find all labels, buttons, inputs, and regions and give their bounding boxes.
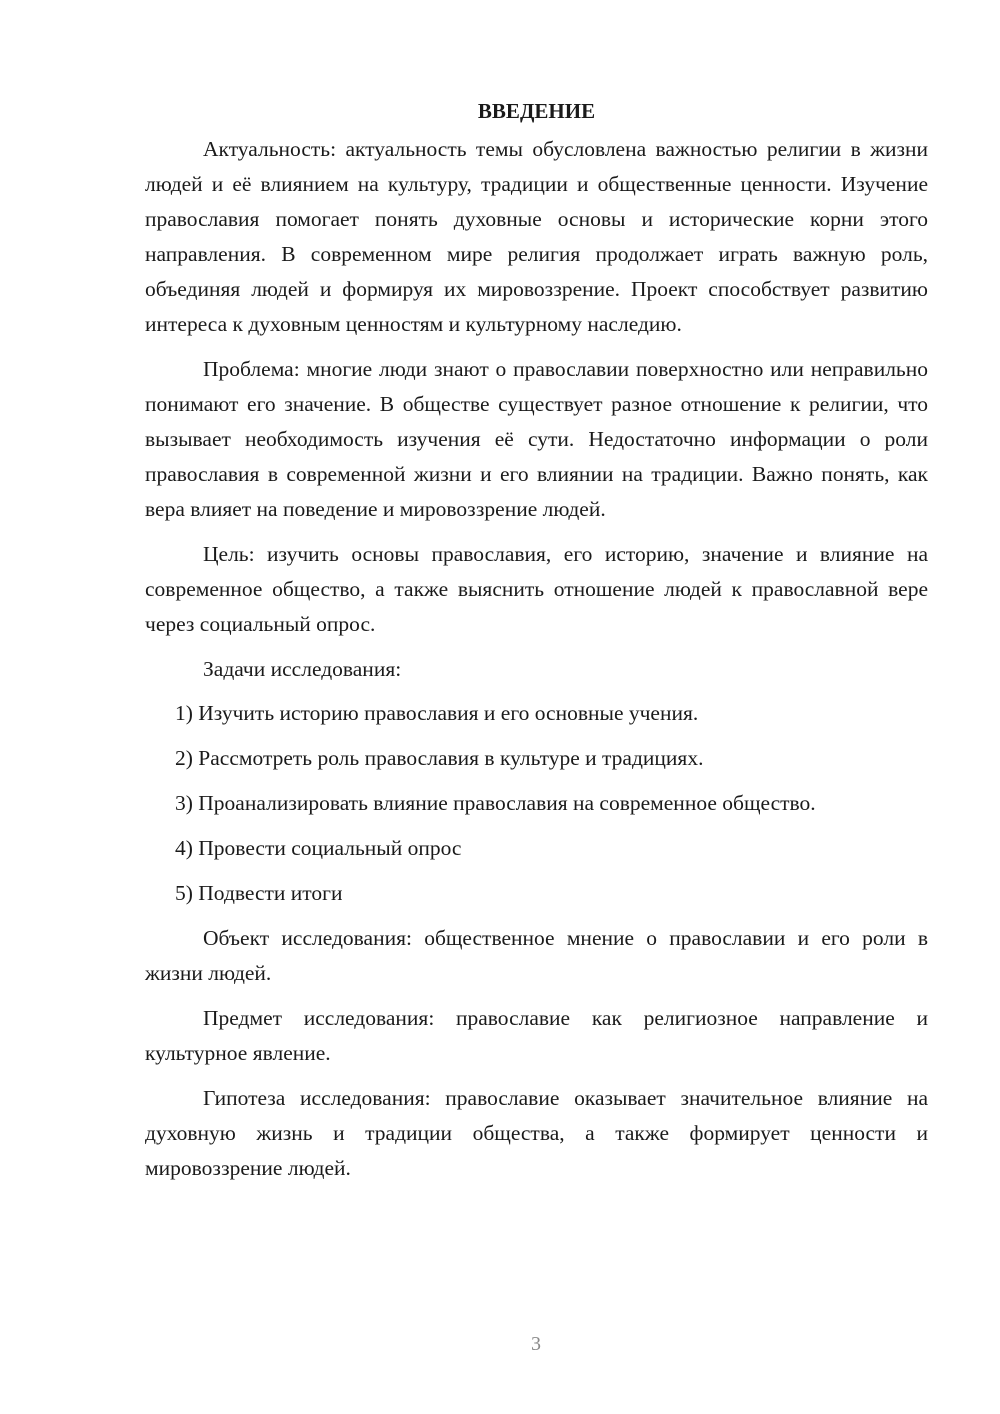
hypothesis-paragraph: Гипотеза исследования: православие оказывает значительное влияние на духовную жизнь и традиции общества, а также формирует ценности и мировоззрение людей. bbox=[145, 1086, 928, 1180]
object-paragraph: Объект исследования: общественное мнение о православии и его роли в жизни людей. bbox=[145, 926, 928, 985]
list-item: 3) Проанализировать влияние православия на современное общество. bbox=[175, 791, 816, 815]
subject-paragraph: Предмет исследования: православие как религиозное направление и культурное явление. bbox=[145, 1006, 928, 1065]
list-item: 4) Провести социальный опрос bbox=[175, 836, 462, 860]
page-number: 3 bbox=[531, 1333, 541, 1355]
section-title: ВВЕДЕНИЕ bbox=[477, 99, 596, 123]
relevance-paragraph: Актуальность: актуальность темы обусловлена важностью религии в жизни людей и её влиянием на культуру, традиции и общественные ценности. Изучение православия помогает понять духовные основы и исторические корни этого направления. В современном мире религия продолжает играть важную роль, объединяя людей и формируя их мировоззрение. Проект способствует развитию интереса к духовным ценностям и культурному наследию. bbox=[145, 137, 928, 336]
list-item: 2) Рассмотреть роль православия в культуре и традициях. bbox=[175, 746, 704, 770]
list-item: 5) Подвести итоги bbox=[175, 881, 343, 905]
problem-paragraph: Проблема: многие люди знают о православии поверхностно или неправильно понимают его значение. В обществе существует разное отношение к религии, что вызывает необходимость изучения её сути. Недостаточно информации о роли православия в современной жизни и его влиянии на традиции. Важно понять, как вера влияет на поведение и мировоззрение людей. bbox=[145, 357, 928, 521]
document-page bbox=[145, 96, 928, 1186]
tasks-heading: Задачи исследования: bbox=[203, 657, 402, 681]
list-item: 1) Изучить историю православия и его основные учения. bbox=[175, 701, 699, 725]
goal-paragraph: Цель: изучить основы православия, его историю, значение и влияние на современное общество, а также выяснить отношение людей к православной вере через социальный опрос. bbox=[145, 542, 928, 636]
tasks-list bbox=[145, 696, 928, 911]
